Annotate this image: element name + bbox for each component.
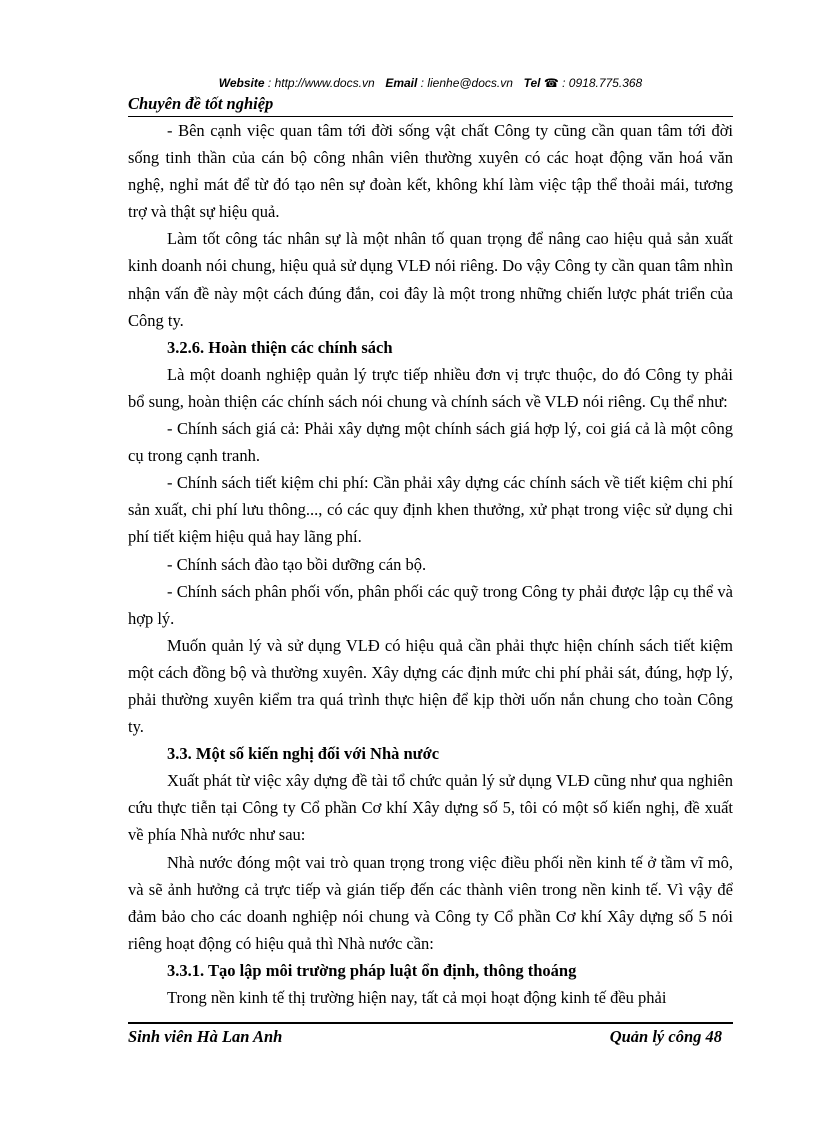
website-label: Website xyxy=(218,76,265,90)
section-heading-3-3: 3.3. Một số kiến nghị đối với Nhà nước xyxy=(167,744,440,764)
website-value: : http://www.docs.vn xyxy=(267,76,375,90)
body-paragraph: Trong nền kinh tế thị trường hiện nay, tất cả mọi hoạt động kinh tế đều phải xyxy=(167,988,667,1007)
phone-icon: ☎ xyxy=(543,76,559,90)
body-paragraph: - Chính sách tiết kiệm chi phí: Cần phải xây dựng các chính sách về tiết kiệm chi phí sản xuất, chi phí lưu thông..., có các quy định khen thưởng, xử phạt trong việc sử dụng chi phí tiết kiệm hiệu quả hay lãng phí. xyxy=(128,473,733,547)
footer-student-name: Sinh viên Hà Lan Anh xyxy=(128,1027,283,1046)
body-paragraph: - Chính sách giá cả: Phải xây dựng một chính sách giá hợp lý, coi giá cả là một công cụ trong cạnh tranh. xyxy=(128,419,733,466)
section-heading-3-2-6: 3.2.6. Hoàn thiện các chính sách xyxy=(167,337,393,357)
body-paragraph: Xuất phát từ việc xây dựng đề tài tổ chức quản lý sử dụng VLĐ cũng như qua nghiên cứu thực tiễn tại Công ty Cổ phần Cơ khí Xây dựng số 5, tôi có một số kiến nghị, đề xuất về phía Nhà nước như sau: xyxy=(128,771,733,845)
body-paragraph: Là một doanh nghiệp quản lý trực tiếp nhiều đơn vị trực thuộc, do đó Công ty phải bổ sung, hoàn thiện các chính sách nói chung và chính sách về VLĐ nói riêng. Cụ thể như: xyxy=(128,364,733,411)
body-paragraph: - Chính sách đào tạo bồi dưỡng cán bộ. xyxy=(167,554,427,574)
document-top-header xyxy=(128,76,733,90)
tel-label: Tel xyxy=(523,76,541,90)
body-paragraph: - Bên cạnh việc quan tâm tới đời sống vật chất Công ty cũng cần quan tâm tới đời sống tinh thần của cán bộ công nhân viên thường xuyên có các hoạt động văn hoá văn nghệ, nghỉ mát để từ đó tạo nên sự đoàn kết, không khí làm việc tập thể thoải mái, tương trợ và thật sự hiệu quả. xyxy=(128,121,733,222)
section-heading-3-3-1: 3.3.1. Tạo lập môi trường pháp luật ổn định, thông thoáng xyxy=(167,960,577,980)
footer-divider xyxy=(128,1022,733,1024)
body-paragraph: Muốn quản lý và sử dụng VLĐ có hiệu quả cần phải thực hiện chính sách tiết kiệm một cách đồng bộ và thường xuyên. Xây dựng các định mức chi phí phải sát, đúng, hợp lý, phải thường xuyên kiểm tra quá trình thực hiện để kịp thời uốn nắn chung cho toàn Công ty. xyxy=(128,635,733,737)
body-paragraph: Làm tốt công tác nhân sự là một nhân tố quan trọng để nâng cao hiệu quả sản xuất kinh doanh nói chung, hiệu quả sử dụng VLĐ nói riêng. Do vậy Công ty cần quan tâm nhìn nhận vấn đề này một cách đúng đắn, coi đây là một trong những chiến lược phát triển của Công ty. xyxy=(128,229,733,330)
tel-value: : 0918.775.368 xyxy=(562,76,643,90)
footer-class-page: Quản lý công 48 xyxy=(609,1027,722,1046)
page-header-title: Chuyên đề tốt nghiệp xyxy=(128,94,274,113)
body-paragraph: - Chính sách phân phối vốn, phân phối các quỹ trong Công ty phải được lập cụ thể và hợp lý. xyxy=(128,581,733,628)
email-value: : lienhe@docs.vn xyxy=(420,76,513,90)
body-paragraph: Nhà nước đóng một vai trò quan trọng trong việc điều phối nền kinh tế ở tầm vĩ mô, và sẽ ảnh hưởng cả trực tiếp và gián tiếp đến các thành viên trong nền kinh tế. Vì vậy để đảm bảo cho các doanh nghiệp nói chung và Công ty Cổ phần Cơ khí Xây dựng số 5 nói riêng hoạt động có hiệu quả thì Nhà nước cần: xyxy=(128,852,733,953)
page-body xyxy=(128,117,733,1011)
email-label: Email xyxy=(385,76,418,90)
